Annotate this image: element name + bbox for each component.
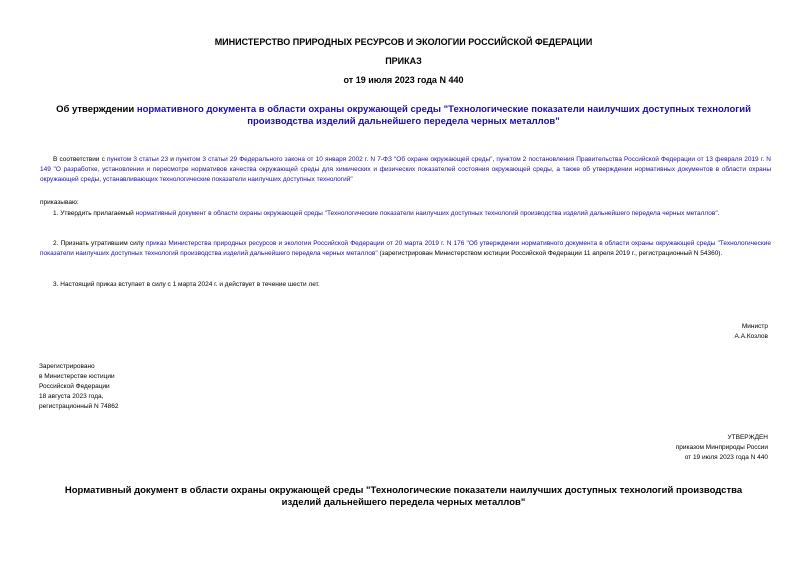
item-2-text-2: (зарегистрирован Министерством юстиции Российской Федерации 11 апреля 2019 г., регистрационный N 54360). (377, 250, 723, 257)
approved-line-2: приказом Минприроды России (675, 444, 768, 451)
item-1-text-2: . (717, 210, 720, 217)
signature-block (735, 322, 768, 342)
item-1 (40, 209, 771, 219)
date-number-heading: от 19 июля 2023 года N 440 (343, 75, 464, 85)
registration-line-2: в Министерстве юстиции (39, 373, 115, 380)
annex-title: Нормативный документ в области охраны окружающей среды "Технологические показатели наилучших доступных технологий производства изделий дальнейшего передела черных металлов" (64, 485, 743, 508)
doc-type-heading: ПРИКАЗ (385, 56, 422, 66)
ministry-heading: МИНИСТЕРСТВО ПРИРОДНЫХ РЕСУРСОВ И ЭКОЛОГИИ РОССИЙСКОЙ ФЕДЕРАЦИИ (214, 37, 593, 47)
preamble-text-1: В соответствии с (53, 156, 107, 163)
item-2 (40, 239, 771, 259)
registration-line-4: 18 августа 2023 года, (39, 393, 104, 400)
law-link-2[interactable]: пунктом 3 статьи 29 Федерального закона от 10 января 2002 г. N 7-ФЗ "Об охране окружающей среды" (175, 156, 493, 163)
order-title-prefix: Об утверждении (56, 104, 137, 115)
order-title (40, 104, 767, 128)
preamble-paragraph (40, 155, 771, 185)
item-1-text-1: 1. Утвердить прилагаемый (53, 210, 136, 217)
item-2-link[interactable]: приказ Министерства природных ресурсов и экологии Российской Федерации от 20 марта 2019 г. N 176 "Об утверждении нормативного документа в области охраны окружающей среды "Технологические показатели наилучших доступных технологий производства изделий дальнейшего передела черных металлов" (40, 240, 771, 257)
item-1-link[interactable]: нормативный документ в области охраны окружающей среды "Технологические показатели наилучших доступных технологий производства изделий дальнейшего передела черных металлов" (135, 210, 718, 217)
order-title-link[interactable]: нормативного документа в области охраны окружающей среды "Технологические показатели наилучших доступных технологий производства изделий дальнейшего передела черных металлов" (136, 104, 751, 127)
registration-line-1: Зарегистрировано (39, 363, 95, 370)
signature-name: А.А.Козлов (734, 333, 768, 340)
preamble-text-3: , (492, 156, 497, 163)
registration-block (39, 362, 119, 412)
law-link-1[interactable]: пунктом 3 статьи 23 (106, 156, 169, 163)
orders-word: приказываю: (40, 199, 79, 206)
registration-line-5: регистрационный N 74862 (39, 403, 119, 410)
signature-position: Министр (741, 323, 768, 330)
approved-block (676, 433, 768, 463)
item-3: 3. Настоящий приказ вступает в силу с 1 марта 2024 г. и действует в течение шести лет. (53, 281, 320, 288)
registration-line-3: Российской Федерации (39, 383, 110, 390)
approved-line-3: от 19 июля 2023 года N 440 (684, 454, 768, 461)
law-link-3[interactable]: пунктом 2 постановления Правительства Российской Федерации от 13 февраля 2019 г. N 149 "О разработке, установлении и пересмотре нормативов качества окружающей среды для химических и физических показателей состояния окружающей среды, а также об утверждении нормативных документов в области охраны окружающей среды, устанавливающих технологические показатели наилучших доступных технологий" (40, 156, 771, 183)
preamble-text-2: и (168, 156, 176, 163)
item-2-text-1: 2. Признать утратившим силу (53, 240, 146, 247)
approved-line-1: УТВЕРЖДЕН (727, 434, 768, 441)
